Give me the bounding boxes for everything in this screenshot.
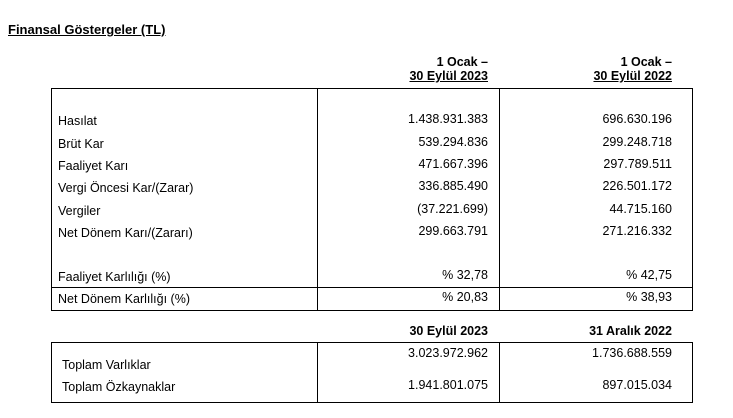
row-value-2022-hasilat: 696.630.196 [602,112,672,126]
row-value-2-toplam-varliklar: 1.736.688.559 [592,346,672,360]
row-value-2023-brut-kar: 539.294.836 [418,135,488,149]
balance-divider-1 [317,342,318,402]
header-col-2023-line1: 1 Ocak – [436,55,488,69]
balance-divider-2 [499,342,500,402]
row-value-2022-brut-kar: 299.248.718 [602,135,672,149]
row-label-vergi-oncesi: Vergi Öncesi Kar/(Zarar) [58,181,194,195]
page-title: Finansal Göstergeler (TL) [8,22,166,37]
row-value-2023-net-donem-karliligi: % 20,83 [442,290,488,304]
row-value-2022-net-donem-karliligi: % 38,93 [626,290,672,304]
row-value-2022-net-donem-kari: 271.216.332 [602,224,672,238]
row-label-hasilat: Hasılat [58,114,97,128]
row-label-faaliyet-karliligi: Faaliyet Karlılığı (%) [58,270,171,284]
income-divider-1 [317,88,318,310]
row-value-2022-vergi-oncesi: 226.501.172 [602,179,672,193]
row-value-2-toplam-ozkaynaklar: 897.015.034 [602,378,672,392]
row-label-brut-kar: Brüt Kar [58,137,104,151]
balance-header-2022: 31 Aralık 2022 [589,324,672,338]
row-label-vergiler: Vergiler [58,204,101,218]
header-col-2022-line2: 30 Eylül 2022 [593,69,672,83]
row-value-2022-faaliyet-kari: 297.789.511 [603,157,672,171]
row-value-1-toplam-varliklar: 3.023.972.962 [408,346,488,360]
row-value-1-toplam-ozkaynaklar: 1.941.801.075 [408,378,488,392]
header-col-2022 [510,55,672,83]
row-value-2022-vergiler: 44.715.160 [609,202,672,216]
income-divider-2 [499,88,500,310]
row-label-toplam-ozkaynaklar: Toplam Özkaynaklar [62,380,176,394]
row-value-2023-hasilat: 1.438.931.383 [408,112,488,126]
header-col-2023-line2: 30 Eylül 2023 [409,69,488,83]
row-value-2023-vergiler: (37.221.699) [417,202,488,216]
row-value-2022-faaliyet-karliligi: % 42,75 [626,268,672,282]
row-label-faaliyet-kari: Faaliyet Karı [58,159,129,173]
row-label-net-donem-kari: Net Dönem Karı/(Zararı) [58,226,193,240]
ratio-separator [51,287,692,288]
row-label-net-donem-karliligi: Net Dönem Karlılığı (%) [58,292,190,306]
header-col-2023 [330,55,488,83]
row-value-2023-net-donem-kari: 299.663.791 [418,224,488,238]
row-value-2023-faaliyet-kari: 471.667.396 [418,157,488,171]
balance-header-2023: 30 Eylül 2023 [409,324,488,338]
row-value-2023-faaliyet-karliligi: % 32,78 [442,268,488,282]
header-col-2022-line1: 1 Ocak – [620,55,672,69]
row-value-2023-vergi-oncesi: 336.885.490 [418,179,488,193]
row-label-toplam-varliklar: Toplam Varlıklar [62,358,151,372]
